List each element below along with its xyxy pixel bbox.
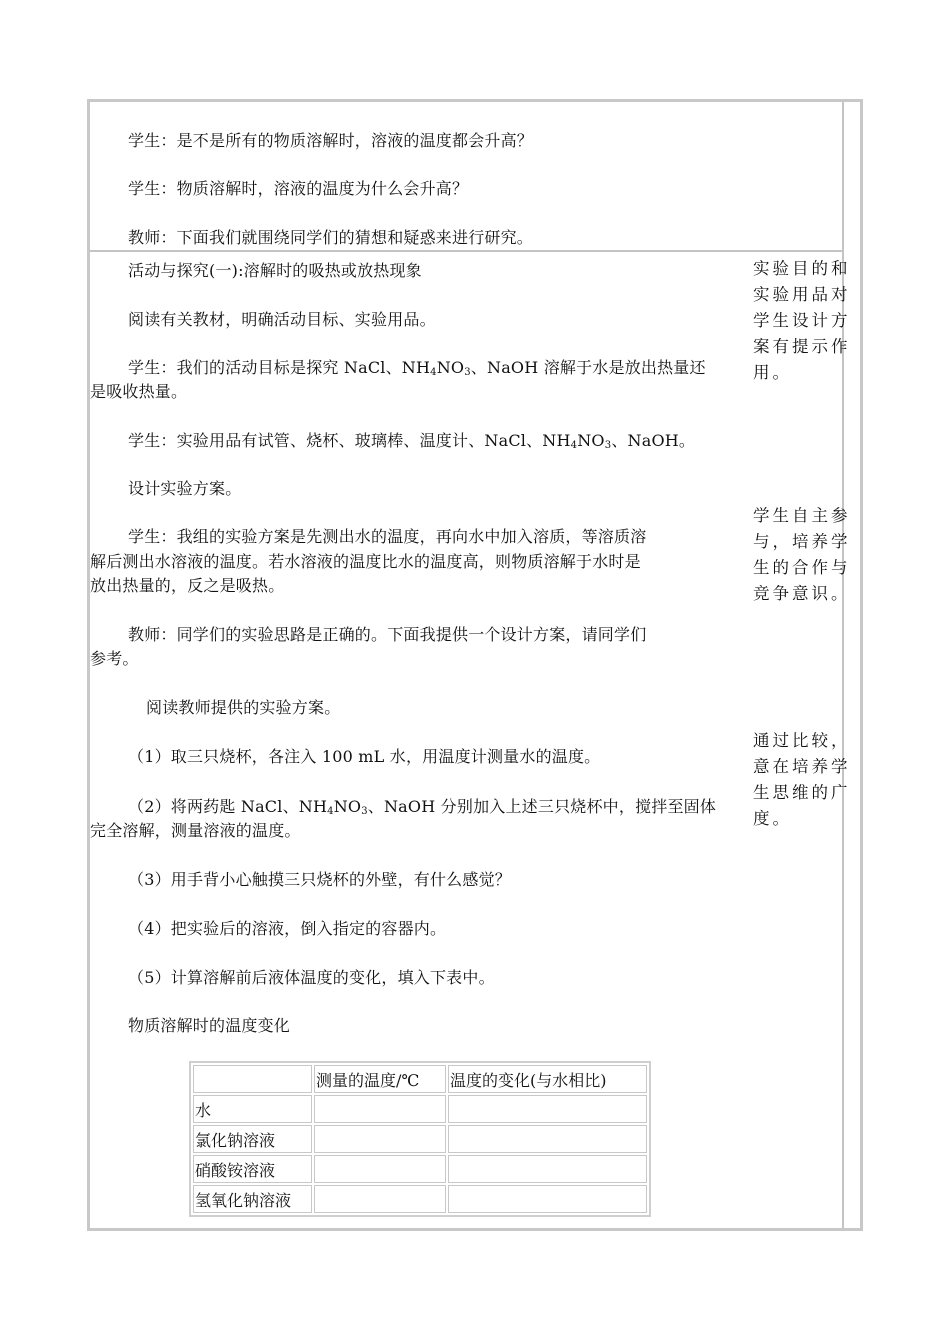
table-row	[193, 1185, 647, 1213]
row-divider	[90, 250, 842, 252]
table-cell-substance: 氢氧化钠溶液	[193, 1185, 312, 1213]
table-cell-input	[448, 1125, 647, 1153]
table-cell-input	[448, 1155, 647, 1183]
teacher-plan-line2: 参考。	[90, 649, 139, 668]
note-participation: 学生自主参与，培养学生的合作与竞争意识。	[753, 506, 851, 603]
table-cell-input	[448, 1185, 647, 1213]
table-cell-input	[314, 1185, 446, 1213]
table-title: 物质溶解时的温度变化	[128, 1016, 291, 1035]
note-purpose: 实验目的和实验用品对学生设计方案有提示作用。	[753, 259, 851, 382]
temperature-change-table	[189, 1061, 651, 1217]
header-cell-empty	[193, 1065, 312, 1093]
table-cell-substance: 水	[193, 1095, 312, 1123]
student-question-2: 学生：物质溶解时，溶液的温度为什么会升高？	[128, 179, 469, 198]
table-cell-input	[314, 1095, 446, 1123]
step-4: （4）把实验后的溶液，倒入指定的容器内。	[128, 919, 447, 938]
table-row	[193, 1155, 647, 1183]
table-row	[193, 1125, 647, 1153]
header-cell-temp-change: 温度的变化(与水相比)	[448, 1065, 647, 1093]
teacher-plan-line1: 教师：同学们的实验思路是正确的。下面我提供一个设计方案，请同学们	[128, 625, 647, 644]
activity-goal-line2: 是吸收热量。	[90, 382, 188, 401]
step-3: （3）用手背小心触摸三只烧杯的外壁，有什么感觉？	[128, 870, 511, 889]
experiment-items: 学生：实验用品有试管、烧杯、玻璃棒、温度计、NaCl、$NH_4NO_3$、NaOH。	[128, 431, 696, 451]
teacher-statement: 教师：下面我们就围绕同学们的猜想和疑惑来进行研究。	[128, 228, 534, 247]
table-cell-input	[448, 1095, 647, 1123]
table-cell-substance: 硝酸铵溶液	[193, 1155, 312, 1183]
header-cell-measured-temp: 测量的温度/℃	[314, 1065, 446, 1093]
step-5: （5）计算溶解前后液体温度的变化，填入下表中。	[128, 968, 495, 987]
table-header-row	[193, 1065, 647, 1093]
table-cell-input	[314, 1125, 446, 1153]
read-textbook: 阅读有关教材，明确活动目标、实验用品。	[128, 310, 436, 329]
note-comparison: 通过比较，意在培养学生思维的广度。	[753, 731, 851, 828]
step-1: （1）取三只烧杯，各注入 100 mL 水，用温度计测量水的温度。	[128, 747, 601, 766]
step-2-line1: （2）将两药匙 NaCl、$NH_4NO_3$、NaOH 分别加入上述三只烧杯中，搅拌至固体	[128, 797, 717, 817]
student-question-1: 学生：是不是所有的物质溶解时，溶液的温度都会升高？	[128, 131, 534, 150]
table-cell-substance: 氯化钠溶液	[193, 1125, 312, 1153]
read-teacher-plan: 阅读教师提供的实验方案。	[146, 698, 341, 717]
design-plan: 设计实验方案。	[128, 479, 242, 498]
activity-heading: 活动与探究(一):溶解时的吸热或放热现象	[128, 261, 422, 280]
step-2-line2: 完全溶解，测量溶液的温度。	[90, 821, 301, 840]
activity-goal-line1: 学生：我们的活动目标是探究 NaCl、$NH_4NO_3$、NaOH 溶解于水是放出热量还	[128, 358, 706, 378]
table-cell-input	[314, 1155, 446, 1183]
student-plan-line3: 放出热量的，反之是吸热。	[90, 576, 285, 595]
student-plan-line1: 学生：我组的实验方案是先测出水的温度，再向水中加入溶质，等溶质溶	[128, 527, 647, 546]
table-row	[193, 1095, 647, 1123]
student-plan-line2: 解后测出水溶液的温度。若水溶液的温度比水的温度高，则物质溶解于水时是	[90, 552, 641, 571]
